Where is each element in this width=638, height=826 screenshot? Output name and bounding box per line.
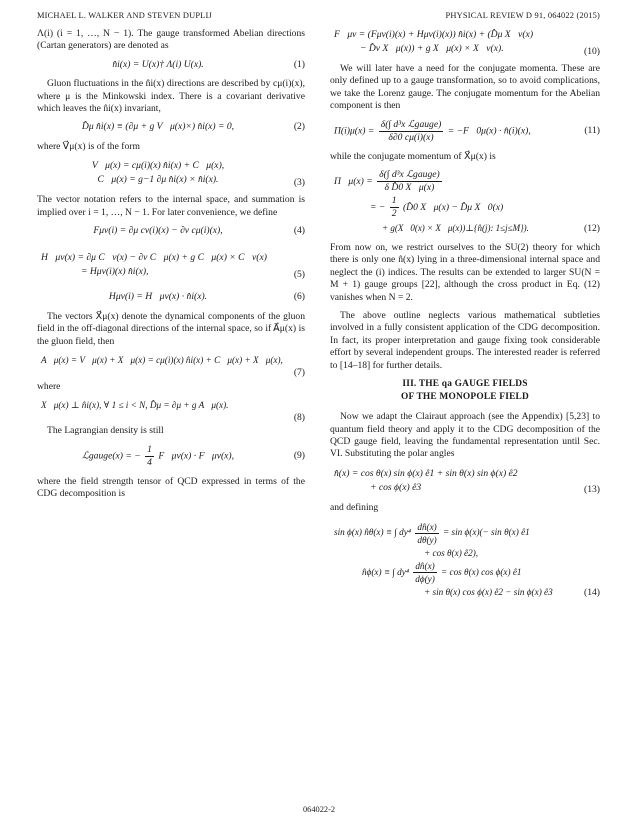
equation-body: Hμν(i) = H⃗μν(x) · n̂i(x). [108,291,208,303]
equation-number: (2) [293,121,305,133]
equation-number: (8) [293,411,305,423]
equation-body: A⃗μ(x) = V⃗μ(x) + X⃗μ(x) = cμ(i)(x) n̂i(x) + C⃗μ(x) + X⃗μ(x), [41,355,283,366]
equation-line: + cos ϕ(x) ê3 [370,481,422,493]
equation-line: C⃗μ(x) = g−1 ∂μ n̂i(x) × n̂i(x). [97,174,219,186]
equation-rhs: = cos θ(x) cos ϕ(x) ê1 [441,566,522,577]
equation-lhs: Π⃗μ(x) = [334,176,373,188]
equation-13 [330,467,600,495]
equation-line: V⃗μ(x) = cμ(i)(x) n̂i(x) + C⃗μ(x), [91,160,225,172]
paragraph: The above outline neglects various mathematical subtleties involved in a fully consistent application of the CDG decomposition. In fact, its proper interpretation and gauge fixing took considerable effort by several independent groups. The interested reader is referred to [14–18] for further details. [330,310,600,371]
equation-number: (4) [293,225,305,237]
equation-11 [330,119,600,144]
equation-number: (12) [584,222,600,234]
denominator: δ D̂0 X⃗μ(x) [384,182,435,194]
equation-line: + cos θ(x) ê2), [424,547,479,558]
paragraph: Gluon fluctuations in the n̂i(x) directions are described by cμ(i)(x), where μ is the Minkowski index. There is a covariant derivative which leaves the n̂i(x) invariant, [37,78,305,115]
paragraph: The Lagrangian density is still [47,425,164,437]
equation-body: n̂i(x) = U(x)† Λ(i) U(x). [112,58,204,70]
section-heading-line: III. THE qa GAUGE FIELDS [402,379,528,390]
equation-number: (9) [293,449,305,461]
numerator: δ(∫ d³x ℒgauge) [379,169,440,181]
equation-12 [330,169,600,235]
equation-10 [330,28,600,56]
equation-body: D̂μ n̂i(x) ≡ (∂μ + g V⃗μ(x)×) n̂i(x) = 0, [81,121,235,133]
author-line: MICHAEL L. WALKER AND STEVEN DUPLIJ [37,11,212,20]
equation-rhs: = sin ϕ(x)(− sin θ(x) ê1 [443,527,530,538]
paragraph: where the field strength tensor of QCD expressed in terms of the CDG decomposition is [37,475,305,500]
paragraph: From now on, we restrict ourselves to the SU(2) theory for which there is only one n̂(x) lying in a three-dimensional internal space and neglect the (i) indices. The results can be extended to larger SU(N = M + 1) gauge groups [22], although the cross product in Eq. (12) vanishes when N = 2. [330,242,600,303]
paragraph: Λ(i) (i = 1, …, N − 1). The gauge transformed Abelian directions (Cartan generators) are denoted as [37,28,305,52]
equation-number: (1) [293,58,305,70]
fraction [379,119,444,144]
equation-number: (7) [293,367,305,379]
equation-lhs: Π(i)μ(x) = [334,125,375,137]
section-heading [330,378,600,403]
equation-lhs: ℒgauge(x) = − [81,450,141,462]
equation-line: n̂(x) = cos θ(x) sin ϕ(x) ê1 + sin θ(x) sin ϕ(x) ê2 [334,467,518,479]
equation-line: F⃗μν = (Fμν(i)(x) + Hμν(i)(x)) n̂i(x) + (D̂μ X⃗ν(x) [334,29,534,40]
numerator: dn̂(x) [417,521,437,532]
equation-6 [37,291,305,303]
right-column [330,28,600,606]
equation-line: H⃗μν(x) = ∂μ C⃗ν(x) − ∂ν C⃗μ(x) + g C⃗μ(x) × C⃗ν(x) [41,252,267,264]
equation-line: + g(X⃗0(x) × X⃗μ(x))⊥{n̂(j): 1≤j≤M}). [382,223,529,234]
denominator: δ∂0 cμ(i)(x) [388,131,434,143]
numerator: 1 [147,443,152,455]
equation-number: (6) [293,291,305,303]
paragraph: Now we adapt the Clairaut approach (see the Appendix) [5,23] to quantum field theory and apply it to the CDG decomposition of the QCD gauge field, leaving the fundamental representation until Sec. VI. Substituting the polar angles [330,411,600,460]
fraction [415,521,438,546]
equation-line: − D̂ν X⃗μ(x)) + g X⃗μ(x) × X⃗ν(x). [360,43,504,54]
equation-14 [330,520,600,599]
journal-line: PHYSICAL REVIEW D 91, 064022 (2015) [445,11,600,20]
paragraph: where V⃗μ(x) is of the form [37,140,140,152]
denominator: 2 [391,208,397,220]
equation-rhs: = −F⃗0μ(x) · n̂(i)(x), [447,125,531,137]
left-column [37,28,305,507]
denominator: dθ(y) [417,534,437,545]
equation-body: X⃗μ(x) ⊥ n̂i(x), ∀ 1 ≤ i < N, D̂μ = ∂μ + g A⃗μ(x). [41,399,229,410]
numerator: dn̂(x) [415,560,435,571]
equation-3 [37,159,305,187]
paragraph: and defining [330,501,379,513]
numerator: δ(∫ d³x ℒgauge) [380,118,442,130]
equation-lhs: sin ϕ(x) n̂θ(x) ≡ ∫ dy⁴ [334,527,412,538]
page-number: 064022-2 [302,804,336,814]
equation-number: (10) [584,45,600,57]
equation-1 [37,59,305,71]
equation-7 [37,354,305,379]
fraction [145,444,154,469]
equation-number: (14) [584,586,600,598]
paragraph: while the conjugate momentum of X⃗μ(x) is [330,150,496,162]
equation-lhs: n̂ϕ(x) ≡ ∫ dy⁴ [362,566,410,577]
equation-8 [37,399,305,423]
running-header [37,10,600,23]
paragraph: where [37,380,61,392]
equation-9 [37,444,305,469]
equation-4 [37,225,305,237]
equation-number: (13) [584,484,600,496]
equation-number: (3) [293,176,305,188]
equation-rhs: F⃗μν(x) · F⃗μν(x), [158,450,235,462]
paragraph: The vector notation refers to the internal space, and summation is implied over i = 1, …, N − 1. For later convenience, we define [37,194,305,218]
fraction [377,169,442,194]
equation-body: Fμν(i) = ∂μ cν(i)(x) − ∂ν cμ(i)(x), [93,225,223,237]
numerator: 1 [391,195,397,207]
fraction [413,560,436,585]
equation-line: + sin θ(x) cos ϕ(x) ê2 − sin ϕ(x) ê3 [424,586,553,597]
equation-term: (D̂0 X⃗μ(x) − D̂μ X⃗0(x) [402,202,504,214]
section-heading-line: OF THE MONOPOLE FIELD [401,391,529,402]
denominator: dϕ(y) [415,573,435,584]
equation-5 [37,251,305,279]
equation-number: (11) [584,124,600,136]
equation-2 [37,121,305,133]
paragraph: We will later have a need for the conjugate momenta. These are only defined up to a gauge transformation, so to avoid complications, we take the Lorenz gauge. The conjugate momentum for the Abelian component is then [330,63,600,112]
denominator: 4 [147,456,152,468]
equation-number: (5) [293,269,305,281]
fraction [390,195,399,220]
paragraph: The vectors X⃗μ(x) denote the dynamical components of the gluon field in the off-diagonal directions of the internal space, so if A⃗μ(x) is the gluon field, then [37,310,305,347]
equation-term: = − [370,202,386,214]
equation-line: = Hμν(i)(x) n̂i(x), [81,266,149,278]
